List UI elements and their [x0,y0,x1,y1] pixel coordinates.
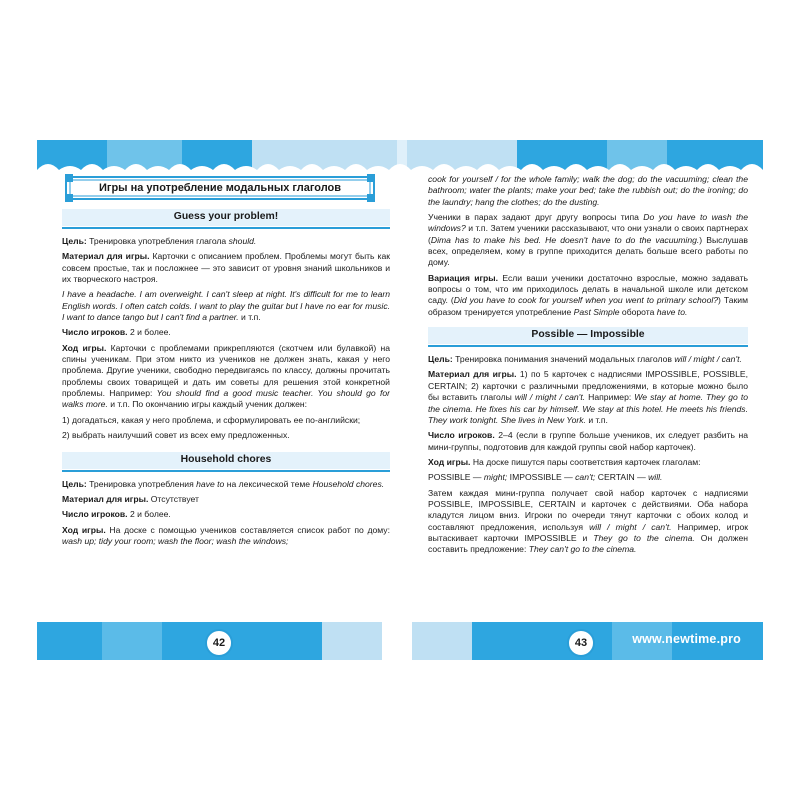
players-paragraph: Число игроков. 2 и более. [62,327,171,338]
page-number-left: 42 [205,629,233,657]
section-title-possible: Possible — Impossible [531,329,645,341]
chapter-title: Игры на употребление модальных глаголов [98,182,342,194]
pairs-line: POSSIBLE — might; IMPOSSIBLE — can't; CERTAIN — will. [428,472,663,483]
chapter-title-frame [65,174,375,202]
variation-paragraph: Вариация игры. Если ваши ученики достаточно взрослые, можно задавать вопросы о том, что им приходилось делать в начальной школе или детском саду. (Did you have to cook for yourself when you went to primary school?) Таким образом тренируется употребление Past Simple оборота have to. [428,272,748,317]
material-paragraph-2: Материал для игры. Отсутствует [62,493,199,504]
section-title-household: Household chores [180,453,272,465]
right-page [428,174,748,620]
goal-paragraph: Цель: Тренировка употребления глагола should. [62,236,257,246]
pairs-paragraph: Ученики в парах задают друг другу вопросы типа Do you have to wash the windows? и т.п. Затем ученики рассказывают, что они узнали о своих партнерах (Dima has to make his bed. He doesn't have to do the vacuuming.) Выслушав всех, определяем, кому в группе приходится делать больше всего работы по дому. [428,212,748,268]
process-paragraph: Ход игры. Карточки с проблемами прикрепляются (скотчем или булавкой) на спины ученикам. При этом никто из учеников не должен знать, какая у него проблема. Другие ученики, свободно передвигаясь по классу, должны прочитать проблемы своих товарищей и дать им советы для решения этой конкретной проблемы. Например: You should find a good music teacher. You should go for walks more. и т.п. По окончанию игры каждый ученик должен: [62,342,390,410]
goal-paragraph-3: Цель: Тренировка понимания значений модальных глаголов will / might / can't. [428,354,742,365]
material-paragraph-3: Материал для игры. 1) по 5 карточек с надписями IMPOSSIBLE, POSSIBLE, CERTAIN; 2) карточки с различными предложениями, в которые можно было бы вставить глаголы will / might / can't. Например: We stay at home. They go to the cinema. He fixes his car by himself. We stay at this hotel. He meets his friends. They work tonight. She lives in New York. и т.п. [428,369,748,425]
step-two: 2) выбрать наилучший совет из всех ему предложенных. [62,430,290,441]
left-page [62,174,390,620]
section-title-guess: Guess your problem! [173,211,279,222]
top-wave-decoration [37,140,763,178]
section-header-household [62,452,390,472]
section-header-possible [428,327,748,347]
site-url-link[interactable]: www.newtime.pro [632,632,741,646]
material-paragraph: Материал для игры. Карточки с описанием проблем. Проблемы могут быть как совсем простые, так и посложнее — это зависит от уровня знаний школьников и их творческого настроя. [62,251,390,285]
goal-paragraph-2: Цель: Тренировка употребления have to на лексической теме Household chores. [62,478,385,489]
process-paragraph-2: Ход игры. На доске с помощью учеников составляется список работ по дому: wash up; tidy your room; wash the floor; wash the windows; [62,524,390,546]
players-paragraph-2: Число игроков. 2 и более. [62,509,171,520]
final-paragraph: Затем каждая мини-группа получает свой набор карточек с надписями POSSIBLE, IMPOSSIBLE, CERTAIN и карточек с действиями. Оба набора кладутся лицом вниз. Игроки по очереди тянут карточки с обоих колод и составляют предложения, используя will / might / can't. Например, игрок вытаскивает карточки IMPOSSIBLE и They go to the cinema. Он должен составить предложение: They can't go to the cinema. [428,487,748,555]
continuation-paragraph: cook for yourself / for the whole family; walk the dog; do the vacuuming; clean the bathroom; water the plants; make your bed; take the rubbish out; do the ironing; do the laundry; hang the clothes; do the dusting. [428,174,748,207]
step-one: 1) догадаться, какая у него проблема, и сформулировать ее по-английски; [62,414,361,425]
page-number-right: 43 [567,629,595,657]
book-spread [37,140,763,660]
process-paragraph-3: Ход игры. На доске пишутся пары соответствия карточек глаголам: [428,456,701,467]
examples-paragraph: I have a headache. I am overweight. I can't sleep at night. It's difficult for me to learn English words. I often catch colds. I want to play the guitar but I have no ear for music. I want to dance tango but I can't find a partner. и т.п. [62,289,390,323]
players-paragraph-3: Число игроков. 2–4 (если в группе больше учеников, их следует разбить на мини-группы, подготовив для каждой группы свой набор карточек). [428,430,748,452]
footer-band [37,622,763,660]
section-header-guess [62,209,390,229]
